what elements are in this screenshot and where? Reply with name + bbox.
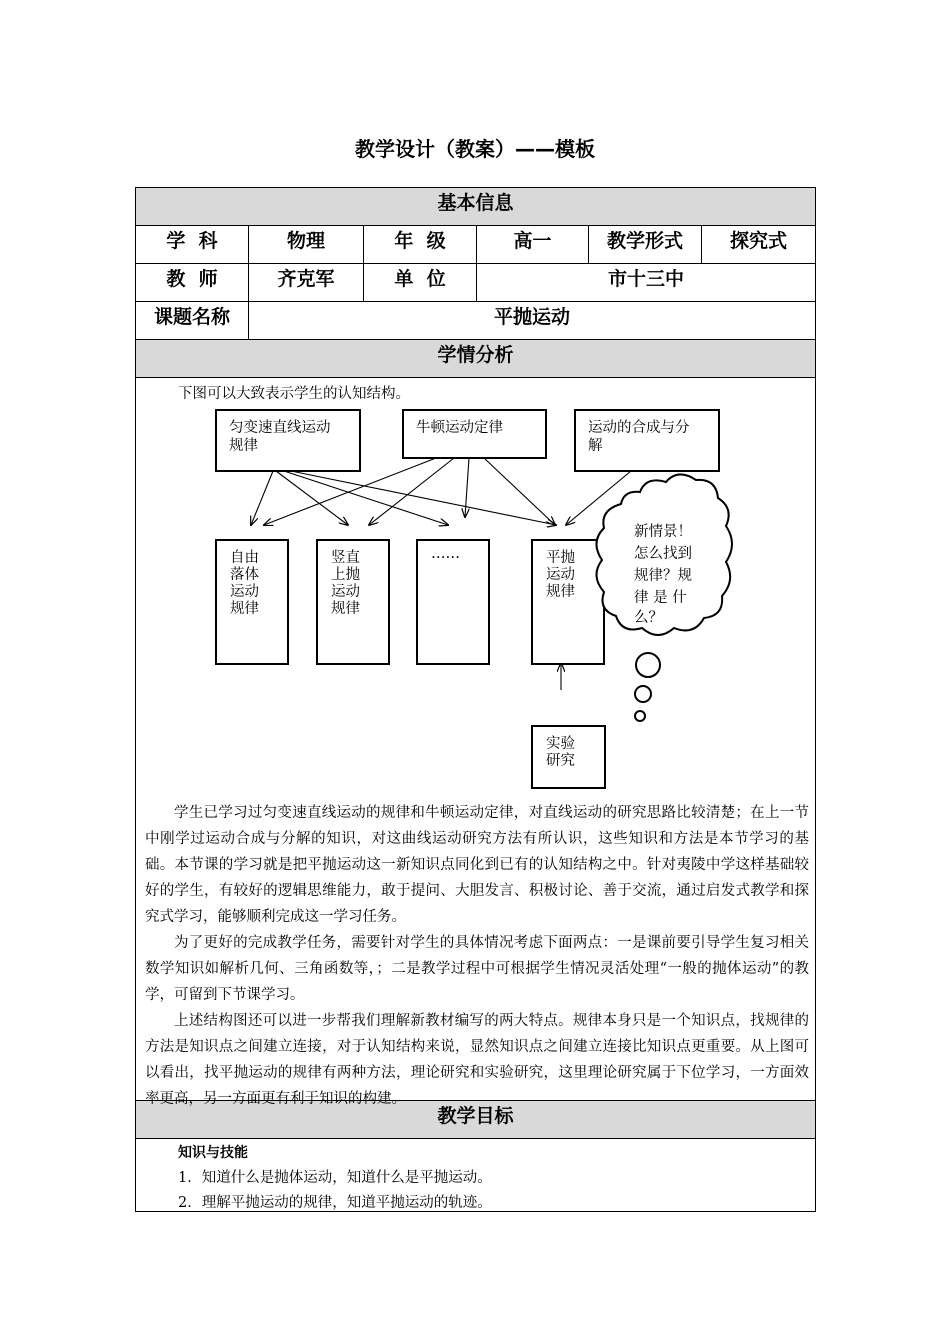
teacher-value: 齐克军 bbox=[249, 264, 364, 302]
box-free-fall-line4: 规律 bbox=[230, 601, 259, 617]
analysis-paragraph: 学生已学习过匀变速直线运动的规律和牛顿运动定律，对直线运动的研究思路比较清楚；在上一节中刚学过运动合成与分解的知识，对这曲线运动研究方法有所认识，这些知识和方法是本节学习的基础。本节课的学习就是把平抛运动这一新知识点同化到已有的认知结构之中。针对夷陵中学这样基础较好的学生，有较好的逻辑思维能力，敢于提问、大胆发言、积极讨论、善于交流，通过启发式教学和探究式学习，能够顺利完成这一学习任务。 bbox=[145, 805, 809, 925]
teacher-label: 教 师 bbox=[136, 264, 249, 302]
analysis-paragraphs bbox=[145, 800, 809, 1112]
cloud-bubble-medium bbox=[635, 686, 651, 702]
grade-value: 高一 bbox=[477, 226, 589, 264]
lesson-plan-table bbox=[135, 187, 816, 1212]
box-free-fall-line3: 运动 bbox=[230, 584, 259, 600]
box-vertical-throw-line4: 规律 bbox=[331, 601, 360, 617]
topic-label: 课题名称 bbox=[136, 302, 249, 340]
cloud-line3: 规律？规 bbox=[634, 568, 692, 584]
analysis-paragraph: 为了更好的完成教学任务，需要针对学生的具体情况考虑下面两点：一是课前要引导学生复习相关数学知识如解析几何、三角函数等，；二是教学过程中可根据学生情况灵活处理“一般的抛体运动”的教学，可留到下节课学习。 bbox=[145, 935, 809, 1003]
box-experiment-line2: 研究 bbox=[546, 753, 575, 769]
document-title: 教学设计（教案）——模板 bbox=[355, 137, 595, 161]
box-free-fall-line2: 落体 bbox=[230, 567, 259, 583]
box-composition-line1: 运动的合成与分 bbox=[588, 420, 690, 436]
goals-header: 教学目标 bbox=[136, 1101, 816, 1139]
box-vertical-throw-line2: 上抛 bbox=[331, 567, 360, 583]
unit-label: 单 位 bbox=[364, 264, 477, 302]
unit-value: 市十三中 bbox=[477, 264, 816, 302]
box-experiment-line1: 实验 bbox=[546, 736, 575, 752]
analysis-cell bbox=[136, 378, 816, 1107]
topic-value: 平抛运动 bbox=[249, 302, 816, 340]
cloud-line5: 么？ bbox=[634, 610, 663, 626]
box-vertical-throw-line1: 竖直 bbox=[331, 550, 360, 566]
box-composition-line2: 解 bbox=[588, 438, 603, 454]
box-newton-laws-line1: 牛顿运动定律 bbox=[416, 420, 503, 436]
cloud-bubble-large bbox=[636, 653, 660, 677]
analysis-paragraph: 上述结构图还可以进一步帮我们理解新教材编写的两大特点。规律本身只是一个知识点，找规律的方法是知识点之间建立连接，对于认知结构来说，显然知识点之间建立连接比知识点更重要。从上图可以看出，找平抛运动的规律有两种方法，理论研究和实验研究，这里理论研究属于下位学习，一方面效率更高，另一方面更有利于知识的构建。 bbox=[145, 1013, 809, 1107]
cloud-line2: 怎么找到 bbox=[634, 546, 692, 562]
goal-item: 1．知道什么是抛体运动，知道什么是平抛运动。 bbox=[178, 1170, 492, 1186]
box-ellipsis-text: …… bbox=[431, 546, 460, 562]
form-label: 教学形式 bbox=[589, 226, 702, 264]
cloud-line1: 新情景！ bbox=[634, 524, 692, 540]
goal-item: 2．理解平抛运动的规律，知道平抛运动的轨迹。 bbox=[178, 1195, 492, 1211]
box-projectile-line2: 运动 bbox=[546, 567, 575, 583]
box-vertical-throw-line3: 运动 bbox=[331, 584, 360, 600]
analysis-header: 学情分析 bbox=[136, 340, 816, 378]
box-uniform-accel-line1: 匀变速直线运动 bbox=[229, 420, 331, 436]
form-value: 探究式 bbox=[702, 226, 816, 264]
goals-subheader: 知识与技能 bbox=[178, 1145, 248, 1161]
goals-cell bbox=[136, 1139, 816, 1212]
analysis-intro: 下图可以大致表示学生的认知结构。 bbox=[178, 386, 410, 402]
box-uniform-accel-line2: 规律 bbox=[229, 438, 258, 454]
box-free-fall-line1: 自由 bbox=[230, 550, 259, 566]
basic-info-header: 基本信息 bbox=[136, 188, 816, 226]
subject-value: 物理 bbox=[249, 226, 364, 264]
subject-label: 学 科 bbox=[136, 226, 249, 264]
box-projectile-line1: 平抛 bbox=[546, 550, 575, 566]
grade-label: 年 级 bbox=[364, 226, 477, 264]
cloud-line4: 律 是 什 bbox=[634, 590, 687, 606]
cognitive-structure-diagram bbox=[136, 378, 816, 798]
cloud-bubble-small bbox=[635, 711, 645, 721]
box-projectile-line3: 规律 bbox=[546, 584, 575, 600]
